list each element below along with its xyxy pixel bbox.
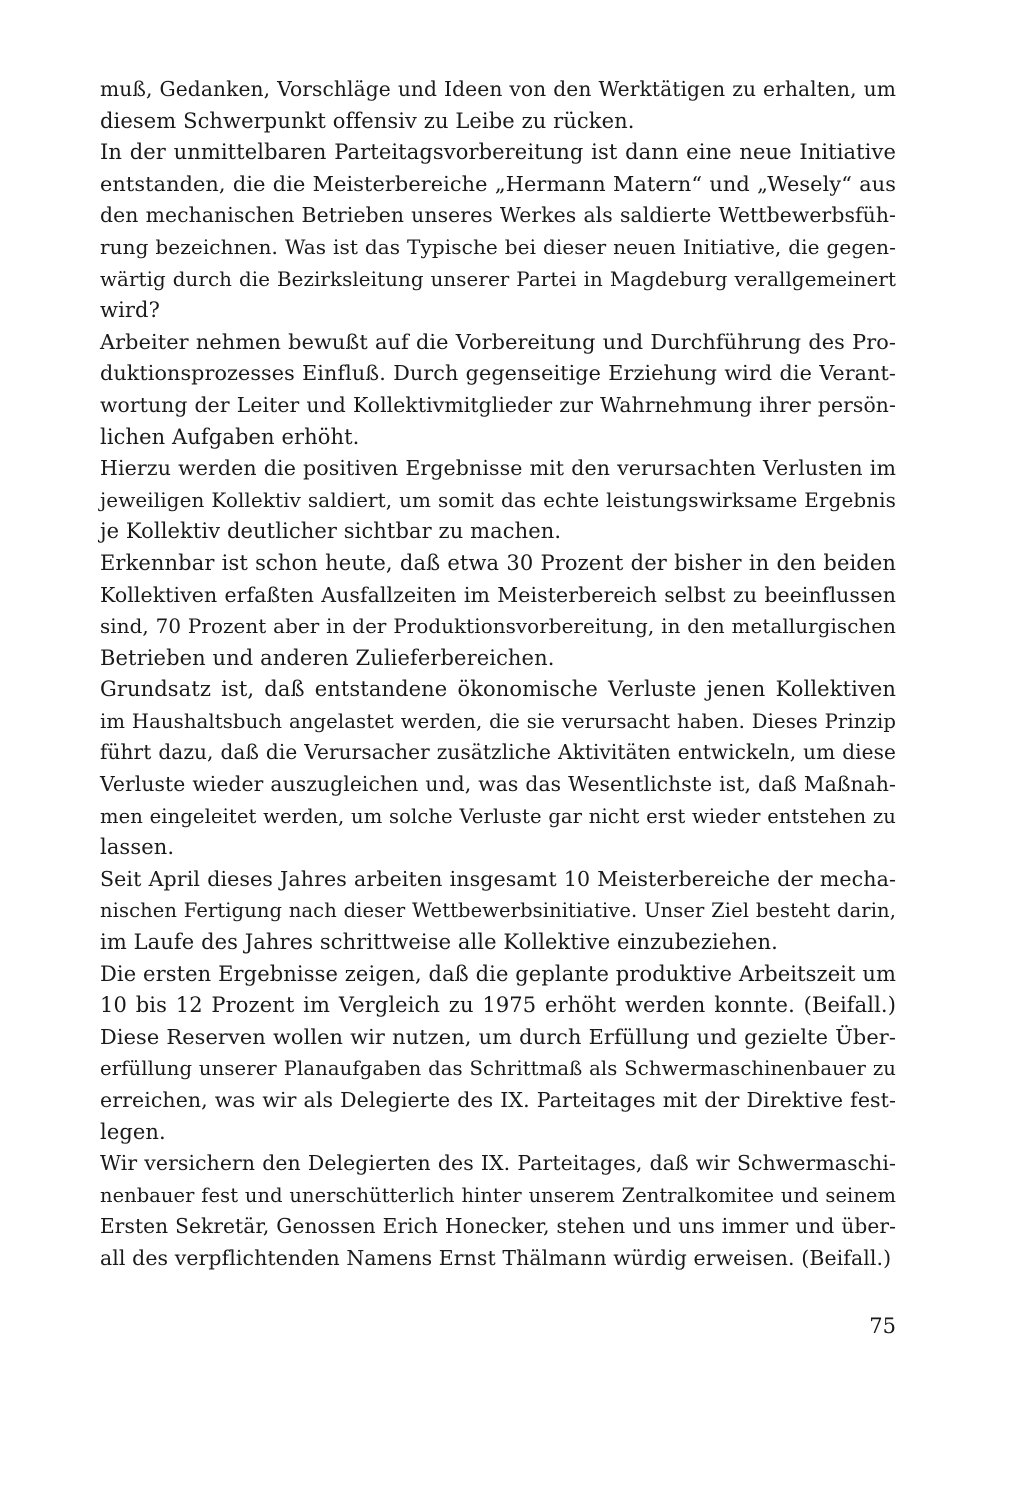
text-line: Ersten Sekretär, Genossen Erich Honecker, stehen und uns immer und über-: [100, 1214, 896, 1239]
text-line: entstanden, die die Meisterbereiche „Hermann Matern“ und „Wesely“ aus: [100, 171, 896, 196]
paragraph: [100, 864, 896, 959]
text-line: lassen.: [100, 835, 175, 860]
text-line: Verluste wieder auszugleichen und, was das Wesentlichste ist, daß Maßnah-: [100, 772, 896, 797]
text-line: Wir versichern den Delegierten des IX. Parteitages, daß wir Schwermaschi-: [100, 1151, 896, 1176]
text-line: im Haushaltsbuch angelastet werden, die sie verursacht haben. Dieses Prinzip: [100, 709, 896, 733]
text-line: men eingeleitet werden, um solche Verluste gar nicht erst wieder entstehen zu: [100, 804, 896, 828]
paragraph: [100, 327, 896, 453]
text-line: Seit April dieses Jahres arbeiten insgesamt 10 Meisterbereiche der mecha-: [100, 866, 896, 891]
text-line: all des verpflichtenden Namens Ernst Thälmann würdig erweisen. (Beifall.): [100, 1245, 892, 1270]
text-line: wortung der Leiter und Kollektivmitglieder zur Wahrnehmung ihrer persön-: [100, 392, 896, 417]
paragraph: [100, 74, 896, 137]
text-line: duktionsprozesses Einfluß. Durch gegenseitige Erziehung wird die Verant-: [100, 361, 896, 386]
paragraph: [100, 548, 896, 674]
text-line: nischen Fertigung nach dieser Wettbewerbsinitiative. Unser Ziel besteht darin,: [100, 899, 896, 923]
text-line: Die ersten Ergebnisse zeigen, daß die geplante produktive Arbeitszeit um: [100, 961, 896, 986]
paragraph: [100, 453, 896, 548]
paragraph: [100, 959, 896, 1149]
text-line: diesem Schwerpunkt offensiv zu Leibe zu rücken.: [100, 108, 635, 133]
text-line: Arbeiter nehmen bewußt auf die Vorbereitung und Durchführung des Pro-: [100, 329, 896, 354]
text-line: je Kollektiv deutlicher sichtbar zu machen.: [100, 519, 562, 544]
body-text: [100, 74, 896, 1275]
text-line: Erkennbar ist schon heute, daß etwa 30 Prozent der bisher in den beiden: [100, 550, 896, 575]
text-line: im Laufe des Jahres schrittweise alle Kollektive einzubeziehen.: [100, 930, 778, 955]
text-line: sind, 70 Prozent aber in der Produktionsvorbereitung, in den metallurgischen: [100, 615, 896, 639]
text-line: nenbauer fest und unerschütterlich hinter unserem Zentralkomitee und seinem: [100, 1183, 896, 1207]
text-line: Diese Reserven wollen wir nutzen, um durch Erfüllung und gezielte Über-: [100, 1024, 896, 1049]
text-line: Betrieben und anderen Zulieferbereichen.: [100, 645, 555, 670]
text-line: rung bezeichnen. Was ist das Typische bei dieser neuen Initiative, die gegen-: [100, 234, 896, 259]
text-line: jeweiligen Kollektiv saldiert, um somit das echte leistungswirksame Ergebnis: [100, 487, 896, 512]
text-line: lichen Aufgaben erhöht.: [100, 424, 360, 449]
text-line: 10 bis 12 Prozent im Vergleich zu 1975 erhöht werden konnte. (Beifall.): [100, 993, 896, 1018]
text-line: legen.: [100, 1119, 166, 1144]
text-line: erreichen, was wir als Delegierte des IX. Parteitages mit der Direktive fest-: [100, 1088, 896, 1112]
paragraph: [100, 674, 896, 864]
text-line: wärtig durch die Bezirksleitung unserer Partei in Magdeburg verallgemeinert: [100, 267, 896, 291]
text-line: führt dazu, daß die Verursacher zusätzliche Aktivitäten entwickeln, um diese: [100, 740, 896, 765]
text-line: wird?: [100, 298, 160, 323]
text-line: Hierzu werden die positiven Ergebnisse mit den verursachten Verlusten im: [100, 456, 896, 481]
page-number: 75: [869, 1314, 896, 1338]
text-line: muß, Gedanken, Vorschläge und Ideen von den Werktätigen zu erhalten, um: [100, 77, 896, 101]
text-line: In der unmittelbaren Parteitagsvorbereitung ist dann eine neue Initiative: [100, 140, 896, 165]
text-line: Grundsatz ist, daß entstandene ökonomische Verluste jenen Kollektiven: [100, 677, 896, 702]
text-line: den mechanischen Betrieben unseres Werkes als saldierte Wettbewerbsfüh-: [100, 203, 896, 228]
text-line: erfüllung unserer Planaufgaben das Schrittmaß als Schwermaschinenbauer zu: [100, 1057, 896, 1081]
text-line: Kollektiven erfaßten Ausfallzeiten im Meisterbereich selbst zu beeinflussen: [100, 582, 896, 607]
paragraph: [100, 137, 896, 327]
paragraph: [100, 1148, 896, 1274]
